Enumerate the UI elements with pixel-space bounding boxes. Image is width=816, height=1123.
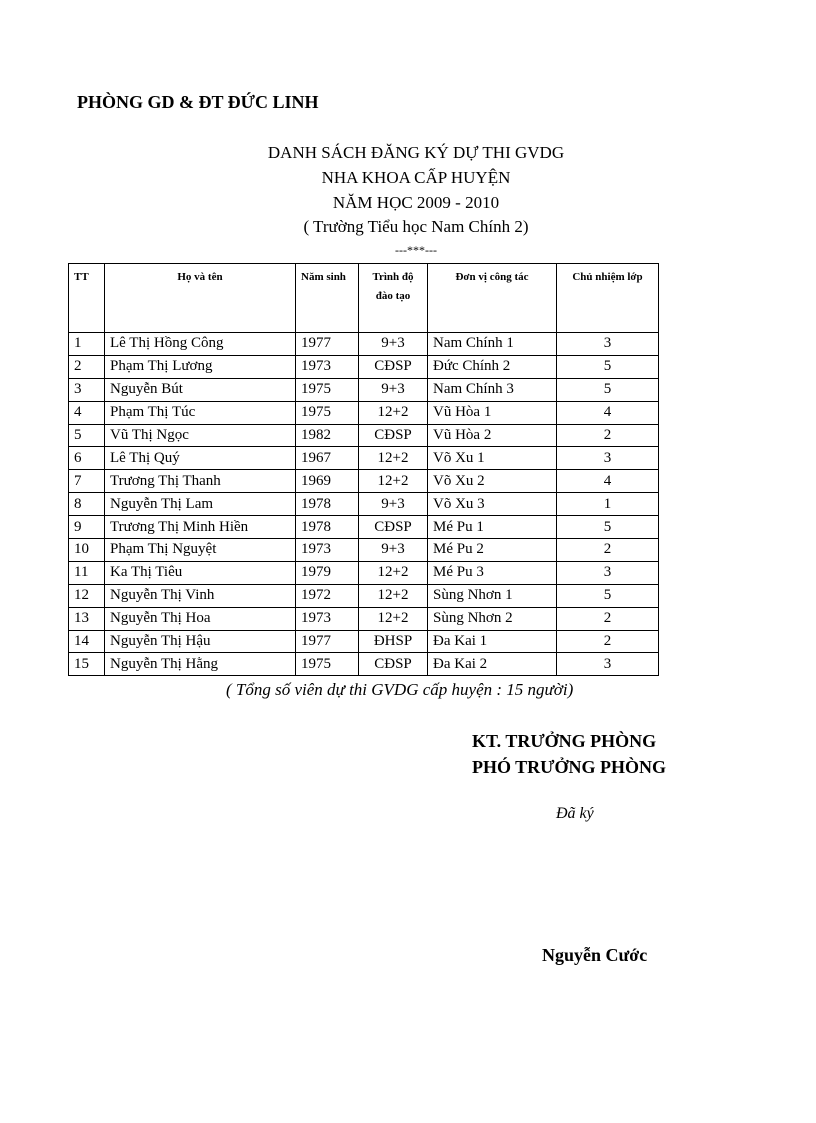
cell-tt: 14 <box>69 630 105 653</box>
cell-tt: 10 <box>69 539 105 562</box>
cell-unit: Nam Chính 3 <box>428 378 557 401</box>
cell-name: Ka Thị Tiêu <box>105 561 296 584</box>
cell-tt: 5 <box>69 424 105 447</box>
cell-homeroom: 5 <box>557 355 659 378</box>
cell-homeroom: 4 <box>557 470 659 493</box>
cell-name: Trương Thị Thanh <box>105 470 296 493</box>
cell-level: 9+3 <box>359 539 428 562</box>
cell-unit: Võ Xu 2 <box>428 470 557 493</box>
cell-level: 9+3 <box>359 378 428 401</box>
cell-homeroom: 3 <box>557 653 659 676</box>
cell-unit: Đa Kai 1 <box>428 630 557 653</box>
table-row <box>69 539 659 562</box>
cell-homeroom: 3 <box>557 333 659 356</box>
table-row <box>69 333 659 356</box>
cell-tt: 7 <box>69 470 105 493</box>
table-row <box>69 493 659 516</box>
cell-name: Nguyễn Thị Hoa <box>105 607 296 630</box>
cell-homeroom: 3 <box>557 561 659 584</box>
cell-year: 1973 <box>296 539 359 562</box>
cell-name: Nguyễn Thị Lam <box>105 493 296 516</box>
cell-level: 12+2 <box>359 470 428 493</box>
cell-tt: 2 <box>69 355 105 378</box>
cell-homeroom: 2 <box>557 630 659 653</box>
cell-tt: 13 <box>69 607 105 630</box>
cell-homeroom: 5 <box>557 584 659 607</box>
cell-level: 9+3 <box>359 493 428 516</box>
cell-tt: 8 <box>69 493 105 516</box>
header-level: Trình độ đào tạo <box>359 264 428 333</box>
cell-year: 1973 <box>296 607 359 630</box>
cell-level: CĐSP <box>359 424 428 447</box>
cell-unit: Sùng Nhơn 1 <box>428 584 557 607</box>
cell-year: 1969 <box>296 470 359 493</box>
header-unit: Đơn vị công tác <box>428 264 557 333</box>
table-row <box>69 378 659 401</box>
cell-name: Lê Thị Quý <box>105 447 296 470</box>
table-row <box>69 516 659 539</box>
cell-unit: Sùng Nhơn 2 <box>428 607 557 630</box>
cell-homeroom: 5 <box>557 516 659 539</box>
cell-name: Phạm Thị Túc <box>105 401 296 424</box>
cell-level: CĐSP <box>359 516 428 539</box>
cell-unit: Mé Pu 1 <box>428 516 557 539</box>
cell-unit: Nam Chính 1 <box>428 333 557 356</box>
cell-year: 1975 <box>296 401 359 424</box>
cell-level: CĐSP <box>359 355 428 378</box>
cell-level: 12+2 <box>359 607 428 630</box>
table-row <box>69 607 659 630</box>
cell-unit: Vũ Hòa 2 <box>428 424 557 447</box>
table-row <box>69 630 659 653</box>
cell-homeroom: 1 <box>557 493 659 516</box>
cell-homeroom: 4 <box>557 401 659 424</box>
total-count-note: ( Tổng số viên dự thi GVDG cấp huyện : 15 người) <box>226 680 574 699</box>
cell-year: 1967 <box>296 447 359 470</box>
cell-level: 12+2 <box>359 561 428 584</box>
header-name: Họ và tên <box>105 264 296 333</box>
cell-name: Nguyễn Thị Hằng <box>105 653 296 676</box>
cell-level: CĐSP <box>359 653 428 676</box>
cell-homeroom: 2 <box>557 424 659 447</box>
document-subtitle: NHA KHOA CẤP HUYỆN <box>321 168 511 187</box>
cell-tt: 3 <box>69 378 105 401</box>
cell-level: 12+2 <box>359 401 428 424</box>
table-row <box>69 653 659 676</box>
cell-name: Nguyễn Bút <box>105 378 296 401</box>
table-row <box>69 584 659 607</box>
department-name: PHÒNG GD & ĐT ĐỨC LINH <box>77 92 319 112</box>
table-row <box>69 424 659 447</box>
cell-year: 1975 <box>296 378 359 401</box>
cell-level: ĐHSP <box>359 630 428 653</box>
registration-table <box>68 263 659 676</box>
cell-unit: Mé Pu 2 <box>428 539 557 562</box>
cell-year: 1977 <box>296 630 359 653</box>
school-name: ( Trường Tiểu học Nam Chính 2) <box>303 217 529 236</box>
cell-year: 1979 <box>296 561 359 584</box>
cell-tt: 15 <box>69 653 105 676</box>
table-row <box>69 401 659 424</box>
cell-name: Phạm Thị Nguyệt <box>105 539 296 562</box>
cell-level: 12+2 <box>359 584 428 607</box>
cell-tt: 12 <box>69 584 105 607</box>
cell-name: Nguyễn Thị Vinh <box>105 584 296 607</box>
header-tt: TT <box>69 264 105 333</box>
cell-tt: 6 <box>69 447 105 470</box>
cell-unit: Võ Xu 3 <box>428 493 557 516</box>
cell-year: 1982 <box>296 424 359 447</box>
school-year: NĂM HỌC 2009 - 2010 <box>332 193 500 212</box>
signature-title-secondary: PHÓ TRƯỞNG PHÒNG <box>472 757 667 777</box>
signature-title-primary: KT. TRƯỞNG PHÒNG <box>472 731 657 751</box>
header-year: Năm sinh <box>296 264 359 333</box>
separator: ---***--- <box>395 243 437 257</box>
cell-unit: Đa Kai 2 <box>428 653 557 676</box>
cell-year: 1978 <box>296 493 359 516</box>
cell-homeroom: 2 <box>557 607 659 630</box>
table-row <box>69 355 659 378</box>
cell-tt: 9 <box>69 516 105 539</box>
cell-name: Trương Thị Minh Hiền <box>105 516 296 539</box>
table-header-row <box>69 264 659 333</box>
table-row <box>69 561 659 584</box>
cell-unit: Võ Xu 1 <box>428 447 557 470</box>
cell-unit: Vũ Hòa 1 <box>428 401 557 424</box>
table-row <box>69 447 659 470</box>
cell-level: 9+3 <box>359 333 428 356</box>
cell-year: 1973 <box>296 355 359 378</box>
cell-name: Nguyễn Thị Hậu <box>105 630 296 653</box>
cell-homeroom: 5 <box>557 378 659 401</box>
cell-tt: 1 <box>69 333 105 356</box>
cell-tt: 11 <box>69 561 105 584</box>
cell-name: Phạm Thị Lương <box>105 355 296 378</box>
signed-note: Đã ký <box>556 805 594 822</box>
cell-tt: 4 <box>69 401 105 424</box>
cell-name: Vũ Thị Ngọc <box>105 424 296 447</box>
cell-year: 1977 <box>296 333 359 356</box>
cell-year: 1978 <box>296 516 359 539</box>
header-homeroom: Chủ nhiệm lớp <box>557 264 659 333</box>
signer-name: Nguyễn Cước <box>542 945 648 965</box>
cell-homeroom: 3 <box>557 447 659 470</box>
cell-unit: Mé Pu 3 <box>428 561 557 584</box>
table-row <box>69 470 659 493</box>
cell-year: 1975 <box>296 653 359 676</box>
cell-unit: Đức Chính 2 <box>428 355 557 378</box>
cell-name: Lê Thị Hồng Công <box>105 333 296 356</box>
cell-level: 12+2 <box>359 447 428 470</box>
cell-homeroom: 2 <box>557 539 659 562</box>
cell-year: 1972 <box>296 584 359 607</box>
document-title: DANH SÁCH ĐĂNG KÝ DỰ THI GVDG <box>267 143 565 162</box>
